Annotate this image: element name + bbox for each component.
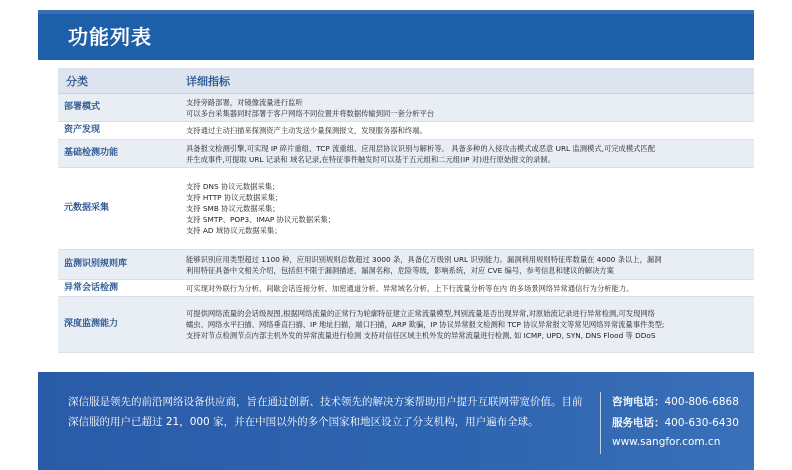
row-detail-line: 支持 AD 域协议元数据采集； — [186, 226, 282, 235]
service-phone-label: 服务电话： — [612, 417, 665, 429]
page-header — [38, 14, 754, 60]
table-row — [58, 297, 754, 353]
page-title: 功能列表 — [68, 25, 152, 49]
row-category — [58, 140, 170, 168]
table-row — [58, 140, 754, 168]
row-category — [58, 250, 170, 280]
company-description: 深信服是领先的前沿网络设备供应商，旨在通过创新、技术领先的解决方案帮助用户提升互联网带宽价值。目前深信服的用户已超过 21，000 家，并在中国以外的多个国家和地区设立了分支机构，用户遍布全球。 — [68, 396, 583, 428]
table-row — [58, 122, 754, 140]
row-detail — [170, 280, 754, 297]
row-detail-line: 具备报文检测引擎,可实现 IP 碎片重组、TCP 流重组、应用层协议识别与解析等。 具备多种的入侵攻击模式或恶意 URL 监测模式,可完成模式匹配 — [186, 143, 656, 153]
footer — [38, 372, 754, 470]
row-detail-line: 支持对节点检测节点内部主机外发的异常流量进行检测 支持对信任区域主机外发的异常流量进行检测, 如 ICMP, UPD, SYN, DNS Flood 等 DDoS — [186, 331, 656, 340]
row-detail-line: 支持通过主动扫描来探测资产主动发送少量探测报文，发现服务器和终端。 — [186, 126, 427, 135]
row-detail-line: 蠕虫、网络水平扫描、网络垂直扫描、IP 地址扫描，端口扫描，ARP 欺骗，IP 协议异常报文检测和 TCP 协议异常报文等常见网络异常流量事件类型; — [186, 320, 665, 329]
row-detail-line: 利用特征具备中文相关介绍，包括但不限于漏洞描述，漏洞名称，危险等级，影响系统，对应 CVE 编号，参考信息和建议的解决方案 — [186, 265, 614, 275]
row-category — [58, 168, 170, 250]
row-category — [58, 122, 170, 140]
consult-phone-label: 咨询电话： — [612, 396, 665, 408]
row-category-label: 监测识别规则库 — [64, 259, 128, 269]
row-detail — [170, 297, 754, 353]
footer-divider — [600, 392, 601, 454]
row-category-label: 深度监测能力 — [64, 319, 119, 329]
consult-phone-line — [612, 394, 739, 409]
row-detail — [170, 250, 754, 280]
row-detail-line: 能够识别应用类型超过 1100 种，应用识别规则总数超过 3000 条，具备亿万级别 URL 识别能力。漏洞利用规则特征库数量在 4000 条以上，漏洞 — [186, 254, 662, 264]
row-category — [58, 94, 170, 122]
row-detail-line: 可实现对外联行为分析、间歇会话连接分析、加密通道分析、异常域名分析、上下行流量分析等在内 的多场景网络异常通信行为分析能力。 — [186, 283, 634, 293]
row-detail-line: 可提供网络流量的会话级视图,根据网络流量的正常行为轮廓特征建立正常流量模型,判别流量是否出现异常,对原始流记录进行异常检测,可发现网络 — [186, 309, 655, 318]
row-detail-line: 支持 SMTP、POP3、IMAP 协议元数据采集； — [186, 215, 336, 224]
row-detail-line: 支持 HTTP 协议元数据采集； — [186, 193, 283, 202]
table-header-row — [58, 68, 754, 94]
table-row — [58, 94, 754, 122]
table-row — [58, 168, 754, 250]
row-category-label: 资产发现 — [64, 125, 101, 135]
row-category-label: 元数据采集 — [64, 203, 110, 213]
row-detail — [170, 122, 754, 140]
consult-phone-number: 400-806-6868 — [664, 396, 739, 408]
table-row — [58, 250, 754, 280]
table-row — [58, 280, 754, 297]
row-detail — [170, 94, 754, 122]
feature-table — [58, 68, 754, 353]
row-detail-line: 支持 DNS 协议元数据采集； — [186, 182, 280, 191]
website-link[interactable]: www.sangfor.com.cn — [612, 436, 721, 448]
column-header-category: 分类 — [58, 68, 170, 94]
column-header-detail: 详细指标 — [170, 68, 754, 94]
feature-table-body — [58, 94, 754, 353]
row-category — [58, 280, 170, 297]
row-detail-line: 可以多台采集器同时部署于客户网络不同位置并将数据传输到同一套分析平台 — [186, 108, 435, 118]
row-category-label: 异常会话检测 — [64, 282, 119, 293]
row-category-label: 基础检测功能 — [64, 148, 119, 158]
row-detail-line: 支持 SMB 协议元数据采集； — [186, 204, 280, 213]
row-detail — [170, 140, 754, 168]
service-phone-line — [612, 415, 739, 430]
row-detail-line: 支持旁路部署，对镜像流量进行监听 — [186, 97, 303, 107]
row-category-label: 部署模式 — [64, 102, 101, 112]
row-detail-line: 并生成事件,可提取 URL 记录和 域名记录,在特征事件触发时可以基于五元组和二元组(IP 对)进行原始报文的录制。 — [186, 154, 555, 164]
row-category — [58, 297, 170, 353]
row-detail — [170, 168, 754, 250]
service-phone-number: 400-630-6430 — [664, 417, 739, 429]
